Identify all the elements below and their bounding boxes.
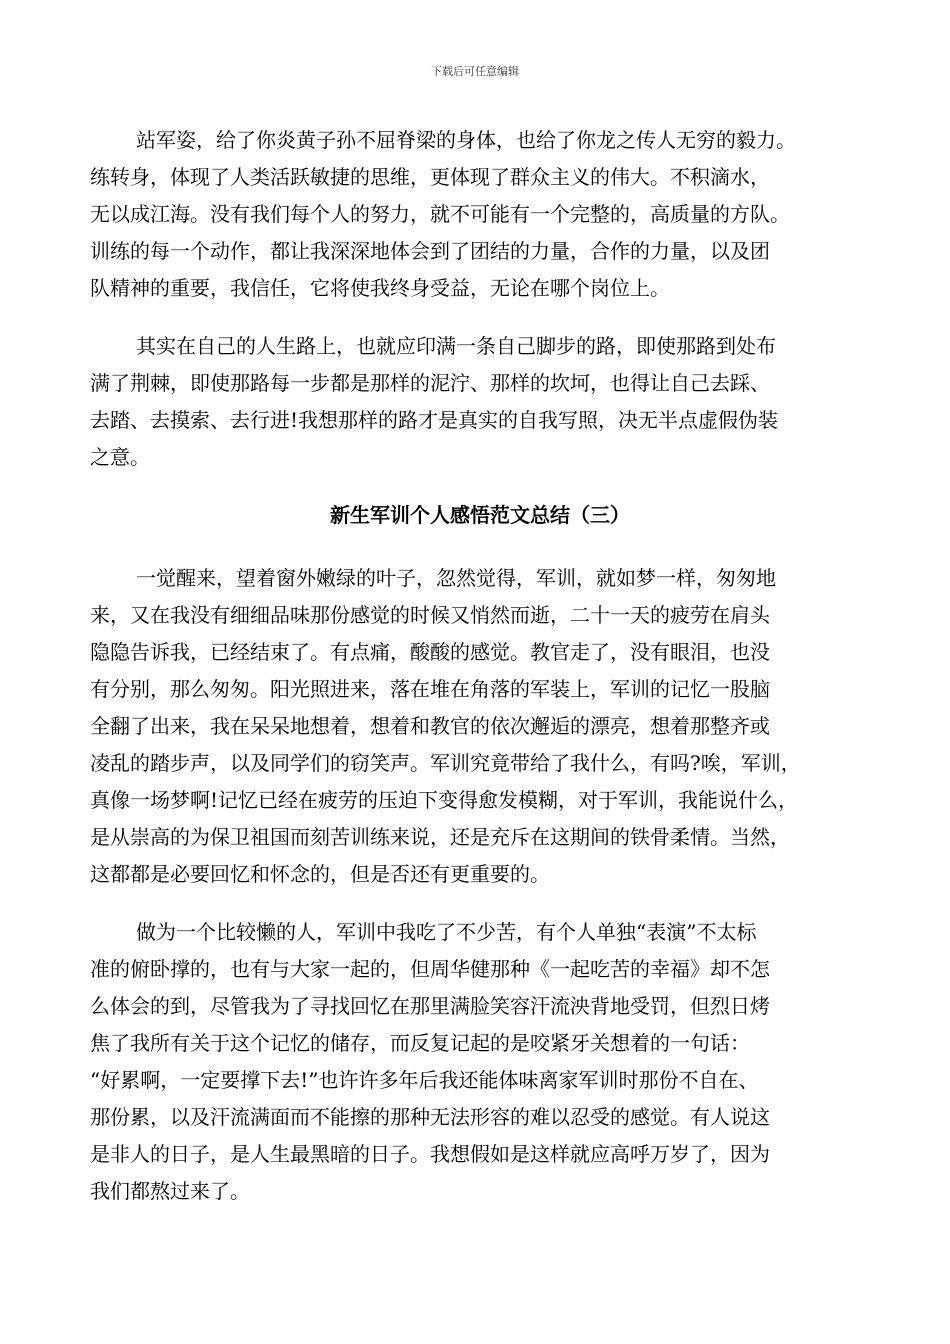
- text-line: 去踏、去摸索、去行进!我想那样的路才是真实的自我写照，决无半点虚假伪装: [90, 408, 779, 432]
- text-line: 训练的每一个动作，都让我深深地体会到了团结的力量，合作的力量，以及团: [90, 239, 770, 263]
- page-header: 下载后可任意编辑: [431, 65, 519, 78]
- text-line: 全翻了出来，我在呆呆地想着，想着和教官的依次邂逅的漂亮，想着那整齐或: [90, 714, 770, 738]
- paragraph: [90, 914, 870, 1210]
- text-line: 是从崇高的为保卫祖国而刻苦训练来说，还是充斥在这期间的铁骨柔情。当然，: [90, 825, 790, 849]
- text-line: 其实在自己的人生路上，也就应印满一条自己脚步的路，即使那路到处布: [136, 334, 776, 358]
- text-line: 准的俯卧撑的，也有与大家一起的，但周华健那种《一起吃苦的幸福》却不怎: [90, 957, 770, 981]
- text-line: 之意。: [90, 445, 150, 469]
- text-line: 无以成江海。没有我们每个人的努力，就不可能有一个完整的，高质量的方队。: [90, 202, 790, 226]
- text-line: 焦了我所有关于这个记忆的储存，而反复记起的是咬紧牙关想着的一句话：: [90, 1031, 750, 1055]
- text-line: 那份累，以及汗流满面而不能擦的那种无法形容的难以忍受的感觉。有人说这: [90, 1105, 770, 1129]
- paragraph: [90, 328, 870, 476]
- text-line: 来，又在我没有细细品味那份感觉的时候又悄然而逝，二十一天的疲劳在肩头: [90, 603, 770, 627]
- text-line: 有分别，那么匆匆。阳光照进来，落在堆在角落的军装上，军训的记忆一股脑: [90, 677, 770, 701]
- text-line: 凌乱的踏步声，以及同学们的窃笑声。军训究竟带给了我什么，有吗?唉，军训，: [90, 751, 801, 775]
- text-line: 是非人的日子，是人生最黑暗的日子。我想假如是这样就应高呼万岁了，因为: [90, 1142, 770, 1166]
- text-line: 一觉醒来，望着窗外嫩绿的叶子，忽然觉得，军训，就如梦一样，匆匆地: [136, 566, 776, 590]
- section-title: 新生军训个人感悟范文总结（三）: [330, 503, 630, 527]
- text-line: 练转身，体现了人类活跃敏捷的思维，更体现了群众主义的伟大。不积滴水，: [90, 165, 770, 189]
- text-line: “好累啊，一定要撑下去!”也许许多年后我还能体味离家军训时那份不自在、: [90, 1068, 759, 1092]
- text-line: 这都都是必要回忆和怀念的，但是否还有更重要的。: [90, 862, 550, 886]
- document-body: [90, 122, 870, 1231]
- text-line: 么体会的到，尽管我为了寻找回忆在那里满脸笑容汗流泱背地受罚，但烈日烤: [90, 994, 770, 1018]
- text-line: 我们都熬过来了。: [90, 1179, 250, 1203]
- paragraph: [90, 122, 870, 307]
- text-line: 隐隐告诉我，已经结束了。有点痛，酸酸的感觉。教官走了，没有眼泪，也没: [90, 640, 770, 664]
- text-line: 做为一个比较懒的人，军训中我吃了不少苦，有个人单独“表演”不太标: [136, 920, 757, 944]
- text-line: 队精神的重要，我信任，它将使我终身受益，无论在哪个岗位上。: [90, 276, 670, 300]
- text-line: 满了荆棘，即使那路每一步都是那样的泥泞、那样的坎坷，也得让自己去踩、: [90, 371, 770, 395]
- paragraph: [90, 560, 870, 893]
- text-line: 真像一场梦啊!记忆已经在疲劳的压迫下变得愈发模糊，对于军训，我能说什么，: [90, 788, 799, 812]
- text-line: 站军姿，给了你炎黄子孙不屈脊梁的身体，也给了你龙之传人无穷的毅力。: [136, 128, 796, 152]
